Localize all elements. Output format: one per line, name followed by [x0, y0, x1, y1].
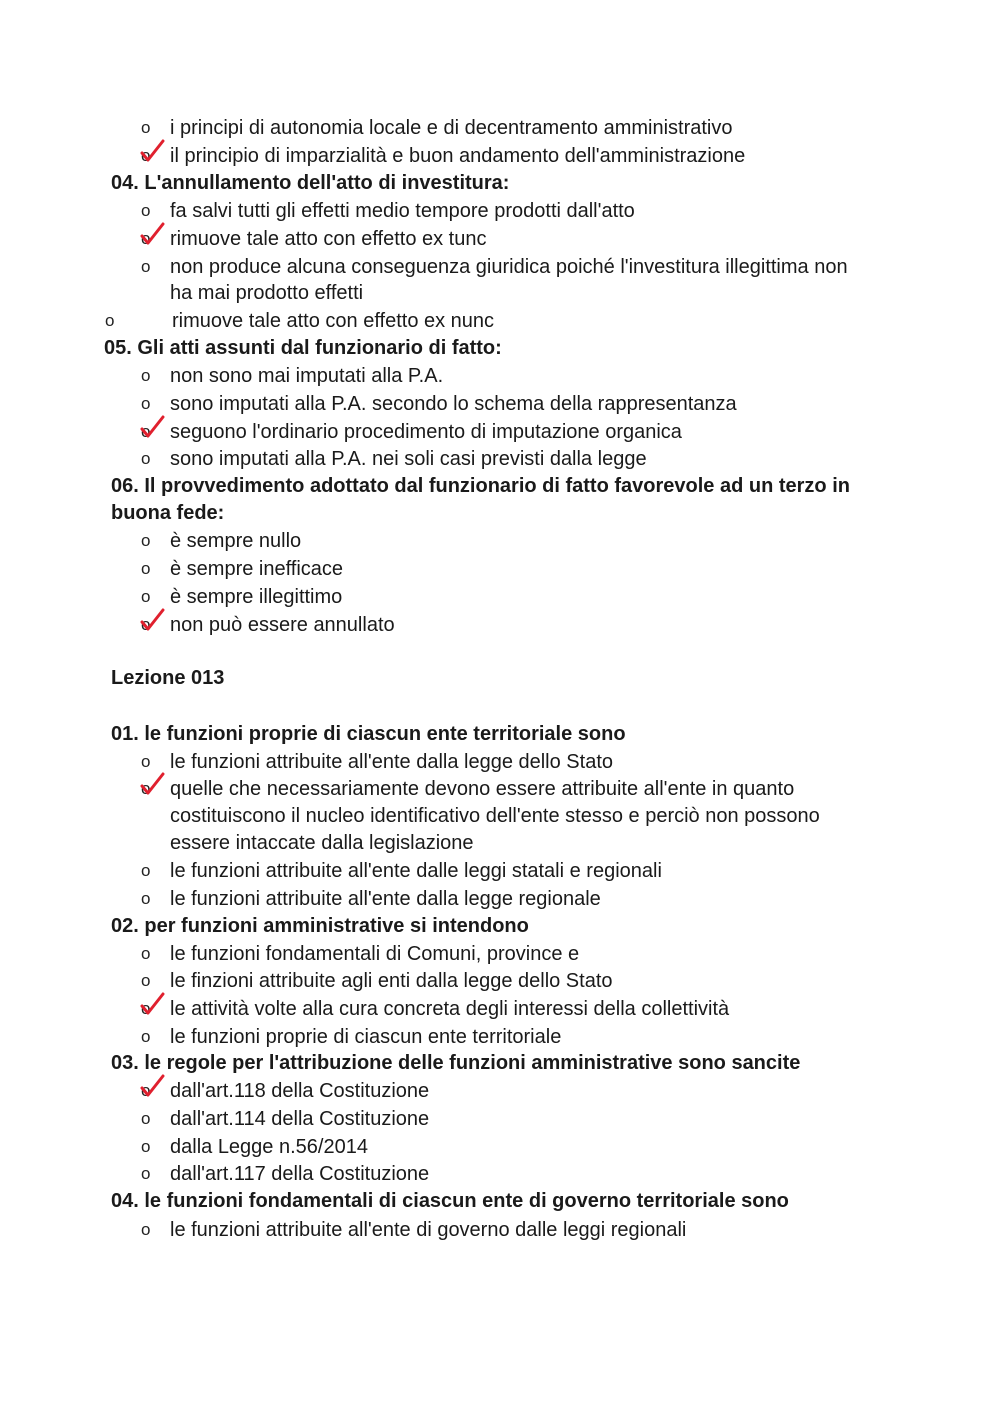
option-text: le funzioni attribuite all'ente dalla legge regionale: [170, 888, 601, 910]
bullet-icon: o: [141, 201, 151, 220]
question-heading: [0, 472, 1000, 500]
option-continuation: [0, 829, 1000, 857]
option-text: le funzioni attribuite all'ente di governo dalle leggi regionali: [170, 1219, 687, 1241]
answer-option: [0, 362, 1000, 390]
bullet-icon: o: [141, 752, 151, 771]
option-text: dall'art.118 della Costituzione: [170, 1080, 430, 1102]
answer-option-correct: [0, 611, 1000, 639]
option-text: le funzioni fondamentali di Comuni, province e: [170, 943, 580, 965]
option-text: sono imputati alla P.A. nei soli casi previsti dalla legge: [170, 448, 647, 470]
answer-option: [0, 1105, 1000, 1133]
bullet-icon: o: [141, 1081, 151, 1100]
option-text: dall'art.114 della Costituzione: [170, 1108, 430, 1130]
answer-option: [0, 253, 1000, 281]
question-text: 04. le funzioni fondamentali di ciascun ente di governo territoriale sono: [111, 1190, 789, 1212]
option-text: fa salvi tutti gli effetti medio tempore prodotti dall'atto: [170, 200, 635, 222]
answer-option: [0, 1160, 1000, 1188]
bullet-icon: o: [141, 1137, 151, 1156]
bullet-icon: o: [141, 587, 151, 606]
answer-option: [0, 1216, 1000, 1244]
question-text: 02. per funzioni amministrative si intendono: [111, 915, 529, 937]
question-heading: [0, 334, 1000, 362]
option-text: quelle che necessariamente devono essere attribuite all'ente in quanto: [170, 778, 795, 800]
bullet-icon: o: [141, 118, 151, 137]
option-text: non produce alcuna conseguenza giuridica poiché l'investitura illegittima non: [170, 256, 848, 278]
bullet-icon: o: [141, 1109, 151, 1128]
option-text: le funzioni attribuite all'ente dalla legge dello Stato: [170, 751, 614, 773]
option-continuation: [0, 279, 1000, 307]
section-heading: [0, 664, 1000, 692]
bullet-icon: o: [141, 257, 151, 276]
option-text: rimuove tale atto con effetto ex tunc: [170, 228, 487, 250]
question-heading: [0, 720, 1000, 748]
checkmark-icon: [139, 221, 167, 249]
option-text: sono imputati alla P.A. secondo lo schema della rappresentanza: [170, 393, 737, 415]
question-text: 03. le regole per l'attribuzione delle funzioni amministrative sono sancite: [111, 1052, 801, 1074]
question-text: buona fede:: [111, 502, 225, 524]
answer-option: [0, 307, 1000, 335]
checkmark-icon: [139, 607, 167, 635]
option-text: le finzioni attribuite agli enti dalla legge dello Stato: [170, 970, 613, 992]
bullet-icon: o: [141, 779, 151, 798]
bullet-icon: o: [141, 531, 151, 550]
checkmark-icon: [139, 991, 167, 1019]
bullet-icon: o: [141, 615, 151, 634]
bullet-icon: o: [141, 944, 151, 963]
answer-option: [0, 445, 1000, 473]
option-text: rimuove tale atto con effetto ex nunc: [172, 310, 495, 332]
bullet-icon: o: [141, 999, 151, 1018]
option-text: dall'art.117 della Costituzione: [170, 1163, 430, 1185]
bullet-icon: o: [141, 1220, 151, 1239]
option-text: le attività volte alla cura concreta degli interessi della collettività: [170, 998, 730, 1020]
checkmark-icon: [139, 138, 167, 166]
option-text: non può essere annullato: [170, 614, 395, 636]
answer-option-correct: [0, 775, 1000, 803]
option-text: è sempre nullo: [170, 530, 302, 552]
answer-option-correct: [0, 995, 1000, 1023]
answer-option-correct: [0, 1077, 1000, 1105]
answer-option-correct: [0, 142, 1000, 170]
bullet-icon: o: [141, 449, 151, 468]
option-text: le funzioni attribuite all'ente dalle leggi statali e regionali: [170, 860, 662, 882]
answer-option: [0, 555, 1000, 583]
question-text: Lezione 013: [111, 667, 225, 689]
bullet-icon: o: [141, 861, 151, 880]
question-text: 01. le funzioni proprie di ciascun ente territoriale sono: [111, 723, 626, 745]
bullet-icon: o: [105, 311, 115, 330]
option-text: i principi di autonomia locale e di decentramento amministrativo: [170, 117, 733, 139]
checkmark-icon: [139, 1073, 167, 1101]
bullet-icon: o: [141, 394, 151, 413]
question-heading: [0, 499, 1000, 527]
answer-option-correct: [0, 225, 1000, 253]
answer-option: [0, 940, 1000, 968]
option-text: il principio di imparzialità e buon andamento dell'amministrazione: [170, 145, 746, 167]
bullet-icon: o: [141, 366, 151, 385]
checkmark-icon: [139, 414, 167, 442]
answer-option: [0, 527, 1000, 555]
option-text: essere intaccate dalla legislazione: [170, 832, 474, 854]
option-continuation: [0, 802, 1000, 830]
option-text: dalla Legge n.56/2014: [170, 1136, 368, 1158]
option-text: ha mai prodotto effetti: [170, 282, 364, 304]
question-heading: [0, 169, 1000, 197]
answer-option: [0, 885, 1000, 913]
question-text: 06. Il provvedimento adottato dal funzionario di fatto favorevole ad un terzo in: [111, 475, 850, 497]
bullet-icon: o: [141, 146, 151, 165]
bullet-icon: o: [141, 971, 151, 990]
bullet-icon: o: [141, 229, 151, 248]
answer-option: [0, 1133, 1000, 1161]
option-text: costituiscono il nucleo identificativo dell'ente stesso e perciò non possono: [170, 805, 820, 827]
bullet-icon: o: [141, 1027, 151, 1046]
answer-option-correct: [0, 418, 1000, 446]
bullet-icon: o: [141, 1164, 151, 1183]
answer-option: [0, 857, 1000, 885]
option-text: seguono l'ordinario procedimento di imputazione organica: [170, 421, 682, 443]
bullet-icon: o: [141, 422, 151, 441]
option-text: le funzioni proprie di ciascun ente territoriale: [170, 1026, 562, 1048]
option-text: è sempre inefficace: [170, 558, 344, 580]
bullet-icon: o: [141, 559, 151, 578]
question-text: 05. Gli atti assunti dal funzionario di fatto:: [104, 337, 502, 359]
answer-option: [0, 1023, 1000, 1051]
bullet-icon: o: [141, 889, 151, 908]
question-heading: [0, 1187, 1000, 1215]
option-text: non sono mai imputati alla P.A.: [170, 365, 444, 387]
option-text: è sempre illegittimo: [170, 586, 343, 608]
question-heading: [0, 912, 1000, 940]
question-text: 04. L'annullamento dell'atto di investitura:: [111, 172, 510, 194]
checkmark-icon: [139, 771, 167, 799]
